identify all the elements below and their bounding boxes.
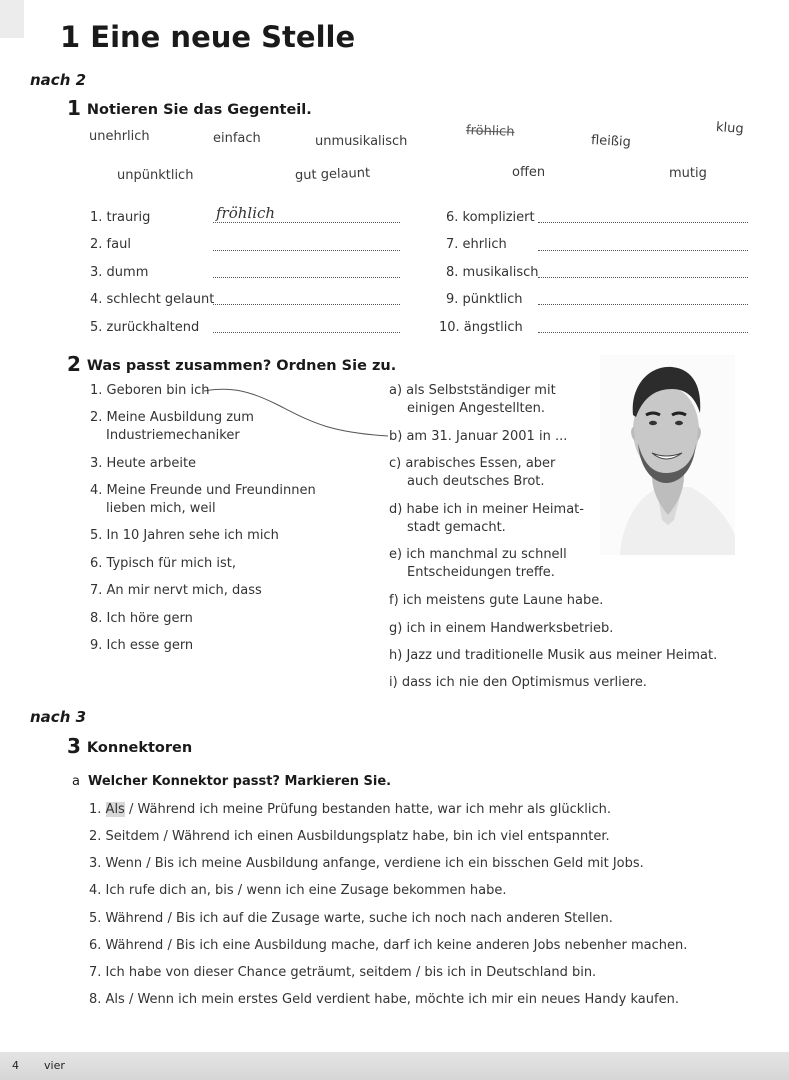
match-right-item: g) ich in einem Handwerksbetrieb. bbox=[389, 621, 614, 636]
word-chip-crossed: fröhlich bbox=[465, 123, 515, 140]
match-right-item: c) arabisches Essen, aber auch deutsches Brot. bbox=[389, 456, 556, 489]
exercise-1-item: 5. zurückhaltend bbox=[90, 320, 200, 335]
exercise-1-number: 1 bbox=[67, 96, 81, 120]
marked-connector[interactable]: Als bbox=[105, 802, 125, 817]
exercise-3-item: 8. Als / Wenn ich mein erstes Geld verdient habe, möchte ich mir ein neues Handy kaufen. bbox=[89, 992, 679, 1007]
word-chip: mutig bbox=[669, 166, 707, 181]
exercise-3-item: 7. Ich habe von dieser Chance geträumt, seitdem / bis ich in Deutschland bin. bbox=[89, 965, 597, 980]
word-chip: fleißig bbox=[590, 132, 632, 151]
match-right-item: d) habe ich in meiner Heimat- stadt gemacht. bbox=[389, 502, 584, 535]
match-right-item: h) Jazz und traditionelle Musik aus meiner Heimat. bbox=[389, 648, 718, 663]
match-left-item: 8. Ich höre gern bbox=[90, 611, 193, 626]
sub-title: Welcher Konnektor passt? Markieren Sie. bbox=[87, 774, 392, 789]
word-chip: klug bbox=[715, 120, 745, 137]
exercise-1-item: 1. traurig bbox=[90, 210, 151, 225]
exercise-1-item: 2. faul bbox=[90, 237, 131, 252]
exercise-1-item: 3. dumm bbox=[90, 265, 149, 280]
match-left-item: 5. In 10 Jahren sehe ich mich bbox=[90, 528, 279, 543]
exercise-1-item: 10. ängstlich bbox=[439, 320, 523, 335]
exercise-1-item: 4. schlecht gelaunt bbox=[90, 292, 215, 307]
chapter-title: 1 Eine neue Stelle bbox=[60, 20, 356, 54]
match-right-item: f) ich meistens gute Laune habe. bbox=[389, 593, 604, 608]
page-footer bbox=[0, 1052, 789, 1080]
exercise-2-title: Was passt zusammen? Ordnen Sie zu. bbox=[86, 358, 397, 374]
match-left-item: 2. Meine Ausbildung zum Industriemechaniker bbox=[90, 410, 254, 443]
match-left-item: 4. Meine Freunde und Freundinnen lieben mich, weil bbox=[90, 483, 316, 516]
page-number-word: vier bbox=[44, 1059, 65, 1072]
match-left-item: 1. Geboren bin ich bbox=[90, 383, 210, 398]
word-chip: offen bbox=[512, 165, 546, 180]
exercise-3-item: 6. Während / Bis ich eine Ausbildung mache, darf ich keine anderen Jobs nebenher machen. bbox=[89, 938, 688, 953]
exercise-1-item: 6. kompliziert bbox=[446, 210, 535, 225]
exercise-3-number: 3 bbox=[67, 734, 81, 758]
exercise-3-item: 2. Seitdem / Während ich einen Ausbildungsplatz habe, bin ich viel entspannter. bbox=[89, 829, 610, 844]
word-chip: einfach bbox=[213, 131, 261, 146]
match-left-item: 7. An mir nervt mich, dass bbox=[90, 583, 262, 598]
section-label-nach-2: nach 2 bbox=[30, 71, 87, 89]
match-right-item: e) ich manchmal zu schnell Entscheidungen treffe. bbox=[389, 547, 567, 580]
exercise-3a-instruction bbox=[72, 774, 391, 789]
word-chip: unmusikalisch bbox=[315, 134, 408, 149]
page-number: 4 bbox=[12, 1059, 19, 1072]
match-right-item: a) als Selbstständiger mit einigen Angestellten. bbox=[389, 383, 556, 416]
match-left-item: 9. Ich esse gern bbox=[90, 638, 194, 653]
word-chip: unpünktlich bbox=[117, 168, 194, 183]
word-chip: gut gelaunt bbox=[294, 165, 371, 184]
match-right-item: b) am 31. Januar 2001 in ... bbox=[389, 429, 568, 444]
exercise-1-item: 7. ehrlich bbox=[446, 237, 507, 252]
exercise-1-item: 9. pünktlich bbox=[446, 292, 523, 307]
portrait-photo bbox=[600, 355, 735, 555]
exercise-3-title: Konnektoren bbox=[86, 740, 193, 756]
word-chip: unehrlich bbox=[89, 129, 150, 144]
exercise-2-number: 2 bbox=[67, 352, 81, 376]
match-left-item: 3. Heute arbeite bbox=[90, 456, 197, 471]
match-right-item: i) dass ich nie den Optimismus verliere. bbox=[389, 675, 647, 690]
match-left-item: 6. Typisch für mich ist, bbox=[90, 556, 237, 571]
exercise-3-item: 5. Während / Bis ich auf die Zusage warte, suche ich noch nach anderen Stellen. bbox=[89, 911, 613, 926]
exercise-3-item: 4. Ich rufe dich an, bis / wenn ich eine Zusage bekommen habe. bbox=[89, 883, 507, 898]
exercise-3-item: 3. Wenn / Bis ich meine Ausbildung anfange, verdiene ich ein bisschen Geld mit Jobs. bbox=[89, 856, 644, 871]
sub-letter: a bbox=[72, 774, 80, 789]
section-label-nach-3: nach 3 bbox=[30, 708, 87, 726]
exercise-1-title: Notieren Sie das Gegenteil. bbox=[86, 102, 312, 118]
exercise-1-item: 8. musikalisch bbox=[446, 265, 539, 280]
handwritten-answer: fröhlich bbox=[216, 204, 276, 222]
exercise-3-item: 1. Als / Während ich meine Prüfung bestanden hatte, war ich mehr als glücklich. bbox=[89, 802, 611, 817]
exercise-3-heading bbox=[67, 734, 192, 758]
